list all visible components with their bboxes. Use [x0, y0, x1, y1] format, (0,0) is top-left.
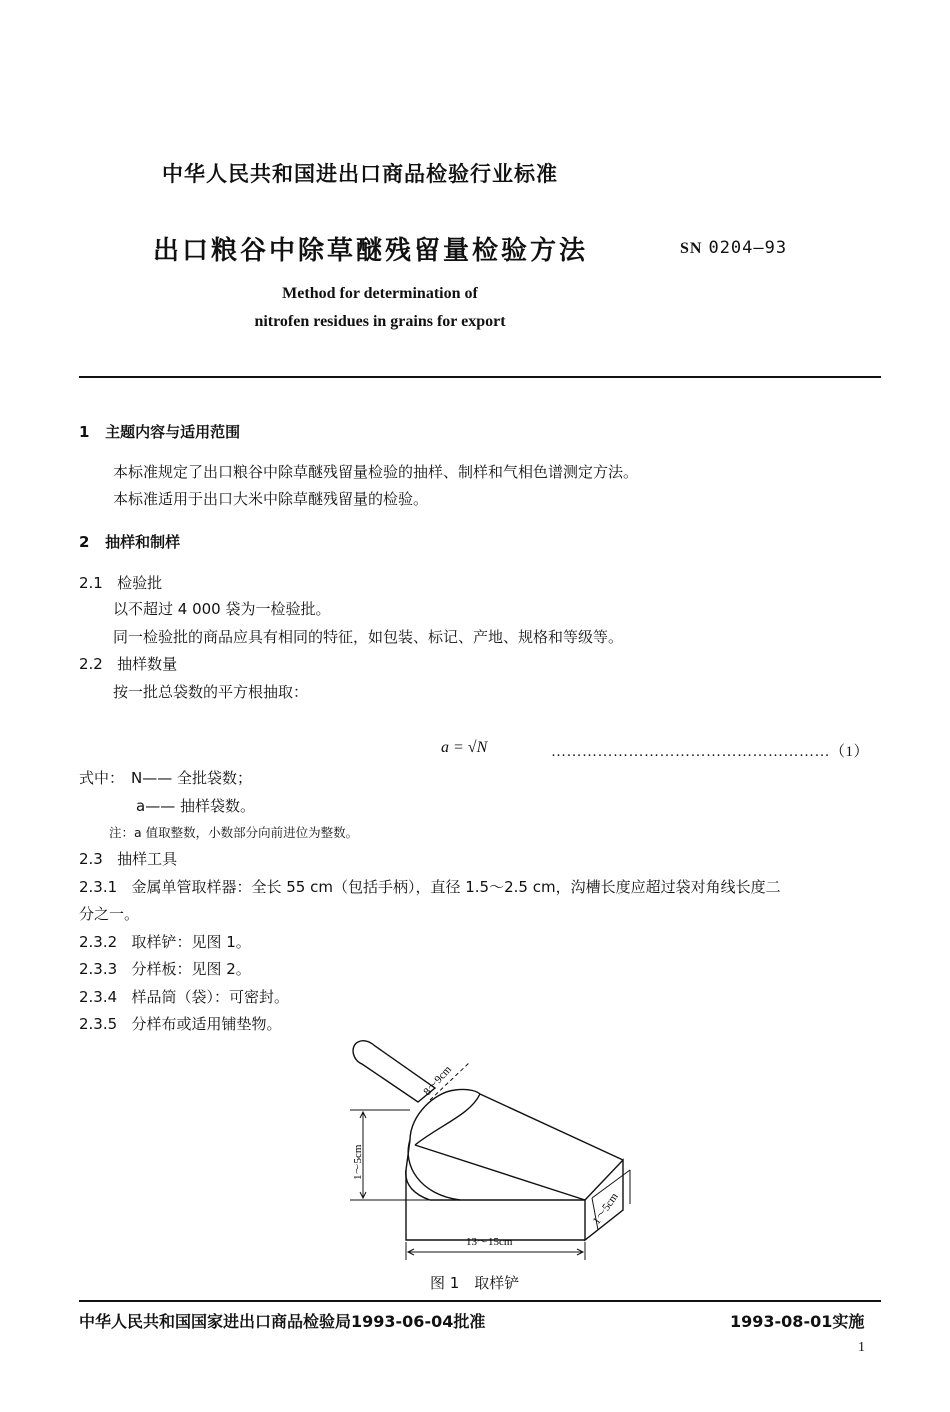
subsection-2-3-title: 抽样工具	[117, 850, 178, 868]
item-2-3-1	[79, 876, 781, 897]
formula-expression: a = √N	[441, 739, 488, 756]
document-title: 出口粮谷中除草醚残留量检验方法	[153, 236, 589, 266]
scoop-body-left	[408, 1140, 460, 1200]
subsection-2-1-heading	[79, 572, 162, 593]
subsection-2-1-title: 检验批	[117, 574, 163, 592]
item-2-3-4	[79, 986, 289, 1007]
item-2-3-2	[79, 931, 251, 952]
page-number: 1	[858, 1340, 865, 1355]
scoop-base	[406, 1170, 585, 1240]
item-2-3-3-number: 2.3.3	[79, 960, 118, 978]
scoop-inner-slope	[415, 1145, 585, 1200]
section-1-paragraph-2: 本标准适用于出口大米中除草醚残留量的检验。	[113, 490, 429, 508]
section-2-title: 抽样和制样	[105, 533, 181, 551]
item-2-3-4-number: 2.3.4	[79, 988, 118, 1006]
label-length: 13～15cm	[466, 1236, 513, 1248]
subsection-2-2-title: 抽样数量	[117, 655, 178, 673]
subsection-2-1-paragraph-1: 以不超过 4 000 袋为一检验批。	[113, 600, 331, 618]
scoop-top-edge	[480, 1094, 623, 1160]
formula-note: 注：a 值取整数，小数部分向前进位为整数。	[109, 825, 359, 840]
approval-line: 中华人民共和国国家进出口商品检验局1993-06-04批准	[79, 1312, 486, 1331]
standard-prefix: SN	[680, 240, 703, 257]
scoop-inner-curve	[415, 1094, 480, 1145]
item-2-3-5-number: 2.3.5	[79, 1015, 118, 1033]
item-2-3-5-text: 分样布或适用铺垫物。	[131, 1015, 282, 1033]
header-divider	[79, 376, 881, 378]
label-depth: 1～5cm	[590, 1190, 621, 1227]
standard-number: 0204—93	[708, 238, 788, 258]
subsection-2-2-number: 2.2	[79, 655, 103, 673]
subsection-2-3-number: 2.3	[79, 850, 103, 868]
formula-number: ………………………………………………（1）	[551, 744, 870, 760]
item-2-3-1-continuation: 分之一。	[79, 905, 140, 923]
section-1-paragraph-1: 本标准规定了出口粮谷中除草醚残留量检验的抽样、制样和气相色谱测定方法。	[113, 463, 639, 481]
scoop-rim-top	[410, 1089, 480, 1140]
subsection-2-2-paragraph: 按一批总袋数的平方根抽取：	[113, 683, 309, 701]
item-2-3-4-text: 样品筒（袋）：可密封。	[131, 988, 289, 1006]
where-clause-N: N—— 全批袋数；	[131, 769, 252, 787]
english-title-line-1: Method for determination of	[282, 285, 478, 302]
where-clause-a: a—— 抽样袋数。	[136, 797, 255, 815]
subsection-2-1-paragraph-2: 同一检验批的商品应具有相同的特征，如包装、标记、产地、规格和等级等。	[113, 628, 624, 646]
section-2-number: 2	[79, 533, 90, 551]
item-2-3-1-text: 金属单管取样器：全长 55 cm（包括手柄），直径 1.5～2.5 cm，沟槽长度应超过袋对角线长度二	[131, 878, 781, 896]
figure-1-caption: 图 1 取样铲	[430, 1274, 520, 1292]
figure-1-scoop-diagram	[330, 1030, 650, 1270]
subsection-2-3-heading	[79, 848, 177, 869]
item-2-3-2-number: 2.3.2	[79, 933, 118, 951]
item-2-3-3-text: 分样板：见图 2。	[131, 960, 251, 978]
standard-code	[680, 238, 787, 258]
where-clause-lead: 式中：	[79, 769, 125, 787]
subsection-2-1-number: 2.1	[79, 574, 103, 592]
subsection-2-2-heading	[79, 653, 177, 674]
scoop-handle	[353, 1041, 435, 1102]
item-2-3-2-text: 取样铲：见图 1。	[131, 933, 251, 951]
item-2-3-3	[79, 958, 251, 979]
label-width: 8～9cm	[421, 1063, 454, 1099]
item-2-3-1-number: 2.3.1	[79, 878, 118, 896]
section-2-heading	[79, 531, 180, 552]
section-1-number: 1	[79, 423, 90, 441]
implementation-date: 1993-08-01实施	[730, 1312, 865, 1331]
item-2-3-5	[79, 1013, 282, 1034]
section-1-heading	[79, 421, 240, 442]
english-title-line-2: nitrofen residues in grains for export	[254, 313, 506, 330]
label-height: 1～5cm	[352, 1144, 364, 1180]
section-1-title: 主题内容与适用范围	[105, 423, 241, 441]
issuing-authority-header: 中华人民共和国进出口商品检验行业标准	[162, 162, 558, 186]
footer-divider	[79, 1300, 881, 1302]
